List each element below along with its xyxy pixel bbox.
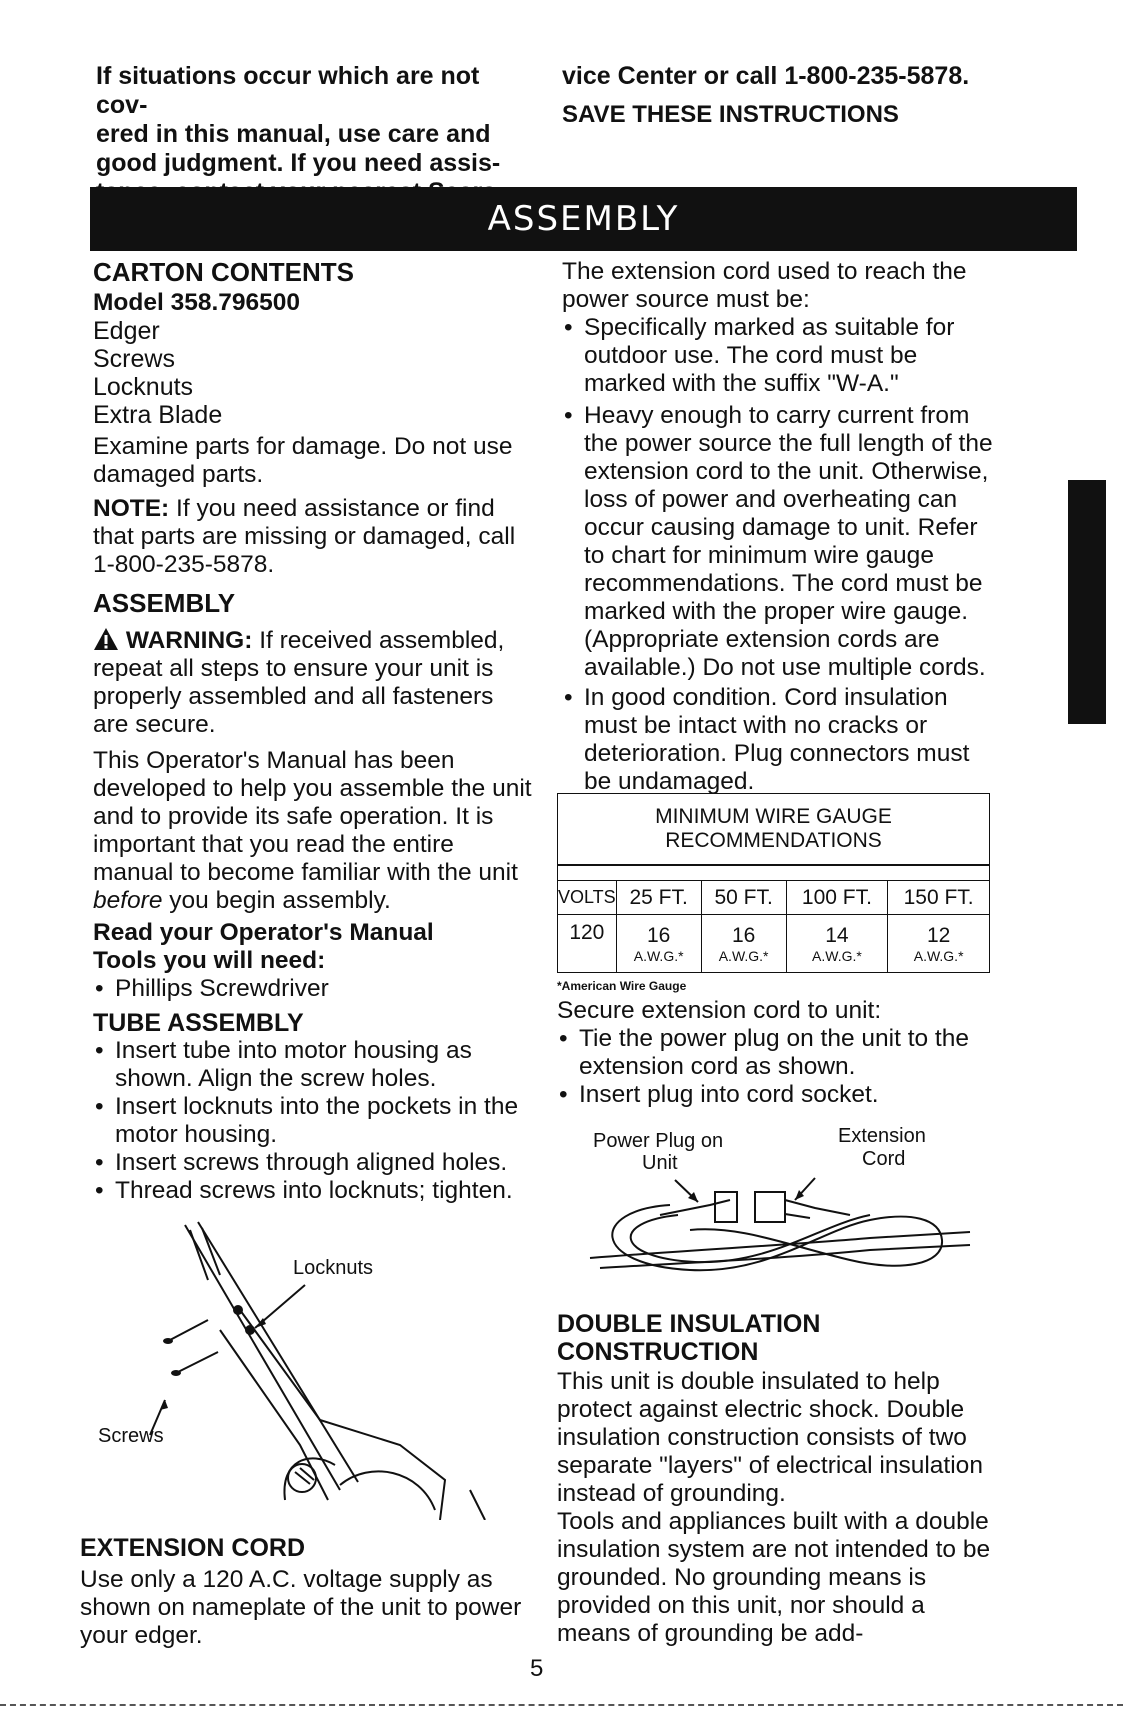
warning-label: WARNING:	[125, 627, 253, 654]
save-instructions: SAVE THESE INSTRUCTIONS	[562, 101, 899, 128]
intro-line: ered in this manual, use care and	[96, 120, 491, 148]
tool-item: • Phillips Screwdriver	[93, 975, 533, 1003]
gauge-value: 16	[731, 923, 756, 947]
secure-step: • Tie the power plug on the unit to the extension cord as shown.	[557, 1025, 997, 1081]
manual-text-end: you begin assembly.	[162, 887, 391, 914]
table-header: VOLTS	[558, 881, 617, 915]
table-header: 150 FT.	[888, 881, 990, 915]
manual-text: This Operator's Manual has been developed to help you assemble the unit and to provide its safe operation. It is important that you read the entire manual to become familiar with the unit	[93, 747, 532, 886]
carton-item: Edger	[93, 317, 160, 345]
gauge-value: 14	[825, 923, 849, 947]
table-title-line: MINIMUM WIRE GAUGE	[655, 805, 892, 828]
tube-steps	[93, 1037, 533, 1205]
table-header: 50 FT.	[701, 881, 786, 915]
model-number: Model 358.796500	[93, 289, 301, 316]
secure-step: • Insert plug into cord socket.	[557, 1081, 997, 1109]
gauge-value: 12	[926, 923, 951, 947]
note-text: If you need assistance or find that parts are missing or damaged, call 1-800-235-5878.	[93, 495, 516, 578]
awg-label: A.W.G.*	[913, 947, 964, 964]
read-manual-note: Read your Operator's Manual	[93, 919, 434, 946]
note-paragraph	[93, 495, 533, 579]
label-screws: Screws	[98, 1425, 164, 1447]
left-column	[93, 258, 533, 1205]
table-cell	[701, 915, 786, 973]
table-title	[558, 794, 990, 866]
section-banner: ASSEMBLY	[90, 187, 1077, 251]
intro-line: vice Center or call 1-800-235-5878.	[562, 62, 970, 90]
table-volts: 120	[558, 915, 617, 973]
carton-item: Extra Blade	[93, 401, 223, 429]
double-insulation-heading: DOUBLE INSULATION CONSTRUCTION	[557, 1310, 821, 1366]
manual-paragraph	[93, 747, 533, 915]
cord-tie-illustration	[570, 1170, 980, 1290]
awg-label: A.W.G.*	[812, 947, 862, 964]
tube-step: • Insert tube into motor housing as shown. Align the screw holes.	[93, 1037, 533, 1093]
assembly-heading: ASSEMBLY	[93, 588, 236, 618]
page-bottom-rule	[0, 1704, 1123, 1706]
awg-label: A.W.G.*	[718, 947, 769, 964]
label-extension: Extension	[838, 1125, 926, 1147]
table-header: 100 FT.	[786, 881, 888, 915]
extension-cord-section	[80, 1534, 530, 1650]
table-title-line: RECOMMENDATIONS	[665, 829, 882, 852]
cord-requirement: • Specifically marked as suitable for outdoor use. The cord must be marked with the suffix "W-A."	[562, 314, 1002, 398]
tube-step: • Insert screws through aligned holes.	[93, 1149, 533, 1177]
side-tab-marker	[1068, 480, 1106, 724]
note-label: NOTE:	[93, 495, 170, 522]
label-power-plug-unit: Unit	[642, 1152, 678, 1174]
table-cell	[888, 915, 990, 973]
label-locknuts: Locknuts	[293, 1257, 374, 1279]
carton-items	[93, 317, 533, 429]
tube-assembly-heading: TUBE ASSEMBLY	[93, 1009, 304, 1037]
secure-cord-section	[557, 997, 997, 1109]
double-insulation-section	[557, 1310, 1002, 1648]
cord-requirement: • In good condition. Cord insulation must be intact with no cracks or deterioration. Plug connectors must be undamaged.	[562, 684, 1002, 796]
tube-step: • Insert locknuts into the pockets in the motor housing.	[93, 1093, 533, 1149]
double-insulation-text: This unit is double insulated to help protect against electric shock. Double insulation construction consists of two separate "layers" of electrical insulation instead of grounding.	[557, 1368, 983, 1507]
tube-step: • Thread screws into locknuts; tighten.	[93, 1177, 533, 1205]
extension-cord-heading: EXTENSION CORD	[80, 1534, 306, 1562]
double-insulation-text: Tools and appliances built with a double insulation system are not intended to be grounded. No grounding means is provided on this unit, nor should a means of grounding be add-	[557, 1508, 991, 1647]
warning-paragraph	[93, 627, 533, 739]
label-extension-cord: Cord	[862, 1148, 906, 1170]
cord-requirement: • Heavy enough to carry current from the power source the full length of the extension cord to the unit. Otherwise, loss of power and overheating can occur causing damage to unit. Refer to chart for minimum wire gauge recommendations. The cord must be marked with the proper wire gauge. (Appropriate extension cords are available.) Do not use multiple cords.	[562, 402, 1002, 682]
page-number: 5	[530, 1655, 544, 1682]
intro-line: good judgment. If you need assis-	[96, 149, 501, 177]
label-power-plug: Power Plug on	[593, 1130, 724, 1152]
carton-contents-heading: CARTON CONTENTS	[93, 257, 354, 287]
right-column	[562, 258, 1002, 796]
warning-triangle-icon	[93, 627, 119, 651]
warning-text: If received assembled, repeat all steps to ensure your unit is properly assembled and all fasteners are secure.	[93, 627, 505, 738]
table-cell	[786, 915, 888, 973]
cord-requirements	[562, 314, 1002, 796]
table-spacer	[558, 865, 990, 881]
carton-item: Locknuts	[93, 373, 194, 401]
table-cell	[616, 915, 701, 973]
table-footnote: *American Wire Gauge	[557, 979, 687, 993]
cord-intro: The extension cord used to reach the power source must be:	[562, 258, 967, 313]
secure-steps	[557, 1025, 997, 1109]
tools-heading: Tools you will need:	[93, 947, 326, 974]
gauge-value: 16	[646, 923, 671, 947]
examine-text: Examine parts for damage. Do not use damaged parts.	[93, 433, 513, 488]
table-header: 25 FT.	[616, 881, 701, 915]
wire-gauge-table	[557, 793, 990, 993]
extension-cord-text: Use only a 120 A.C. voltage supply as shown on nameplate of the unit to power your edger.	[80, 1566, 522, 1649]
intro-line: If situations occur which are not cov-	[96, 62, 480, 119]
intro-right	[562, 62, 1002, 129]
secure-heading: Secure extension cord to unit:	[557, 997, 882, 1024]
manual-text-emphasis: before	[93, 887, 163, 914]
tools-list	[93, 975, 533, 1003]
carton-item: Screws	[93, 345, 175, 373]
awg-label: A.W.G.*	[633, 947, 684, 964]
